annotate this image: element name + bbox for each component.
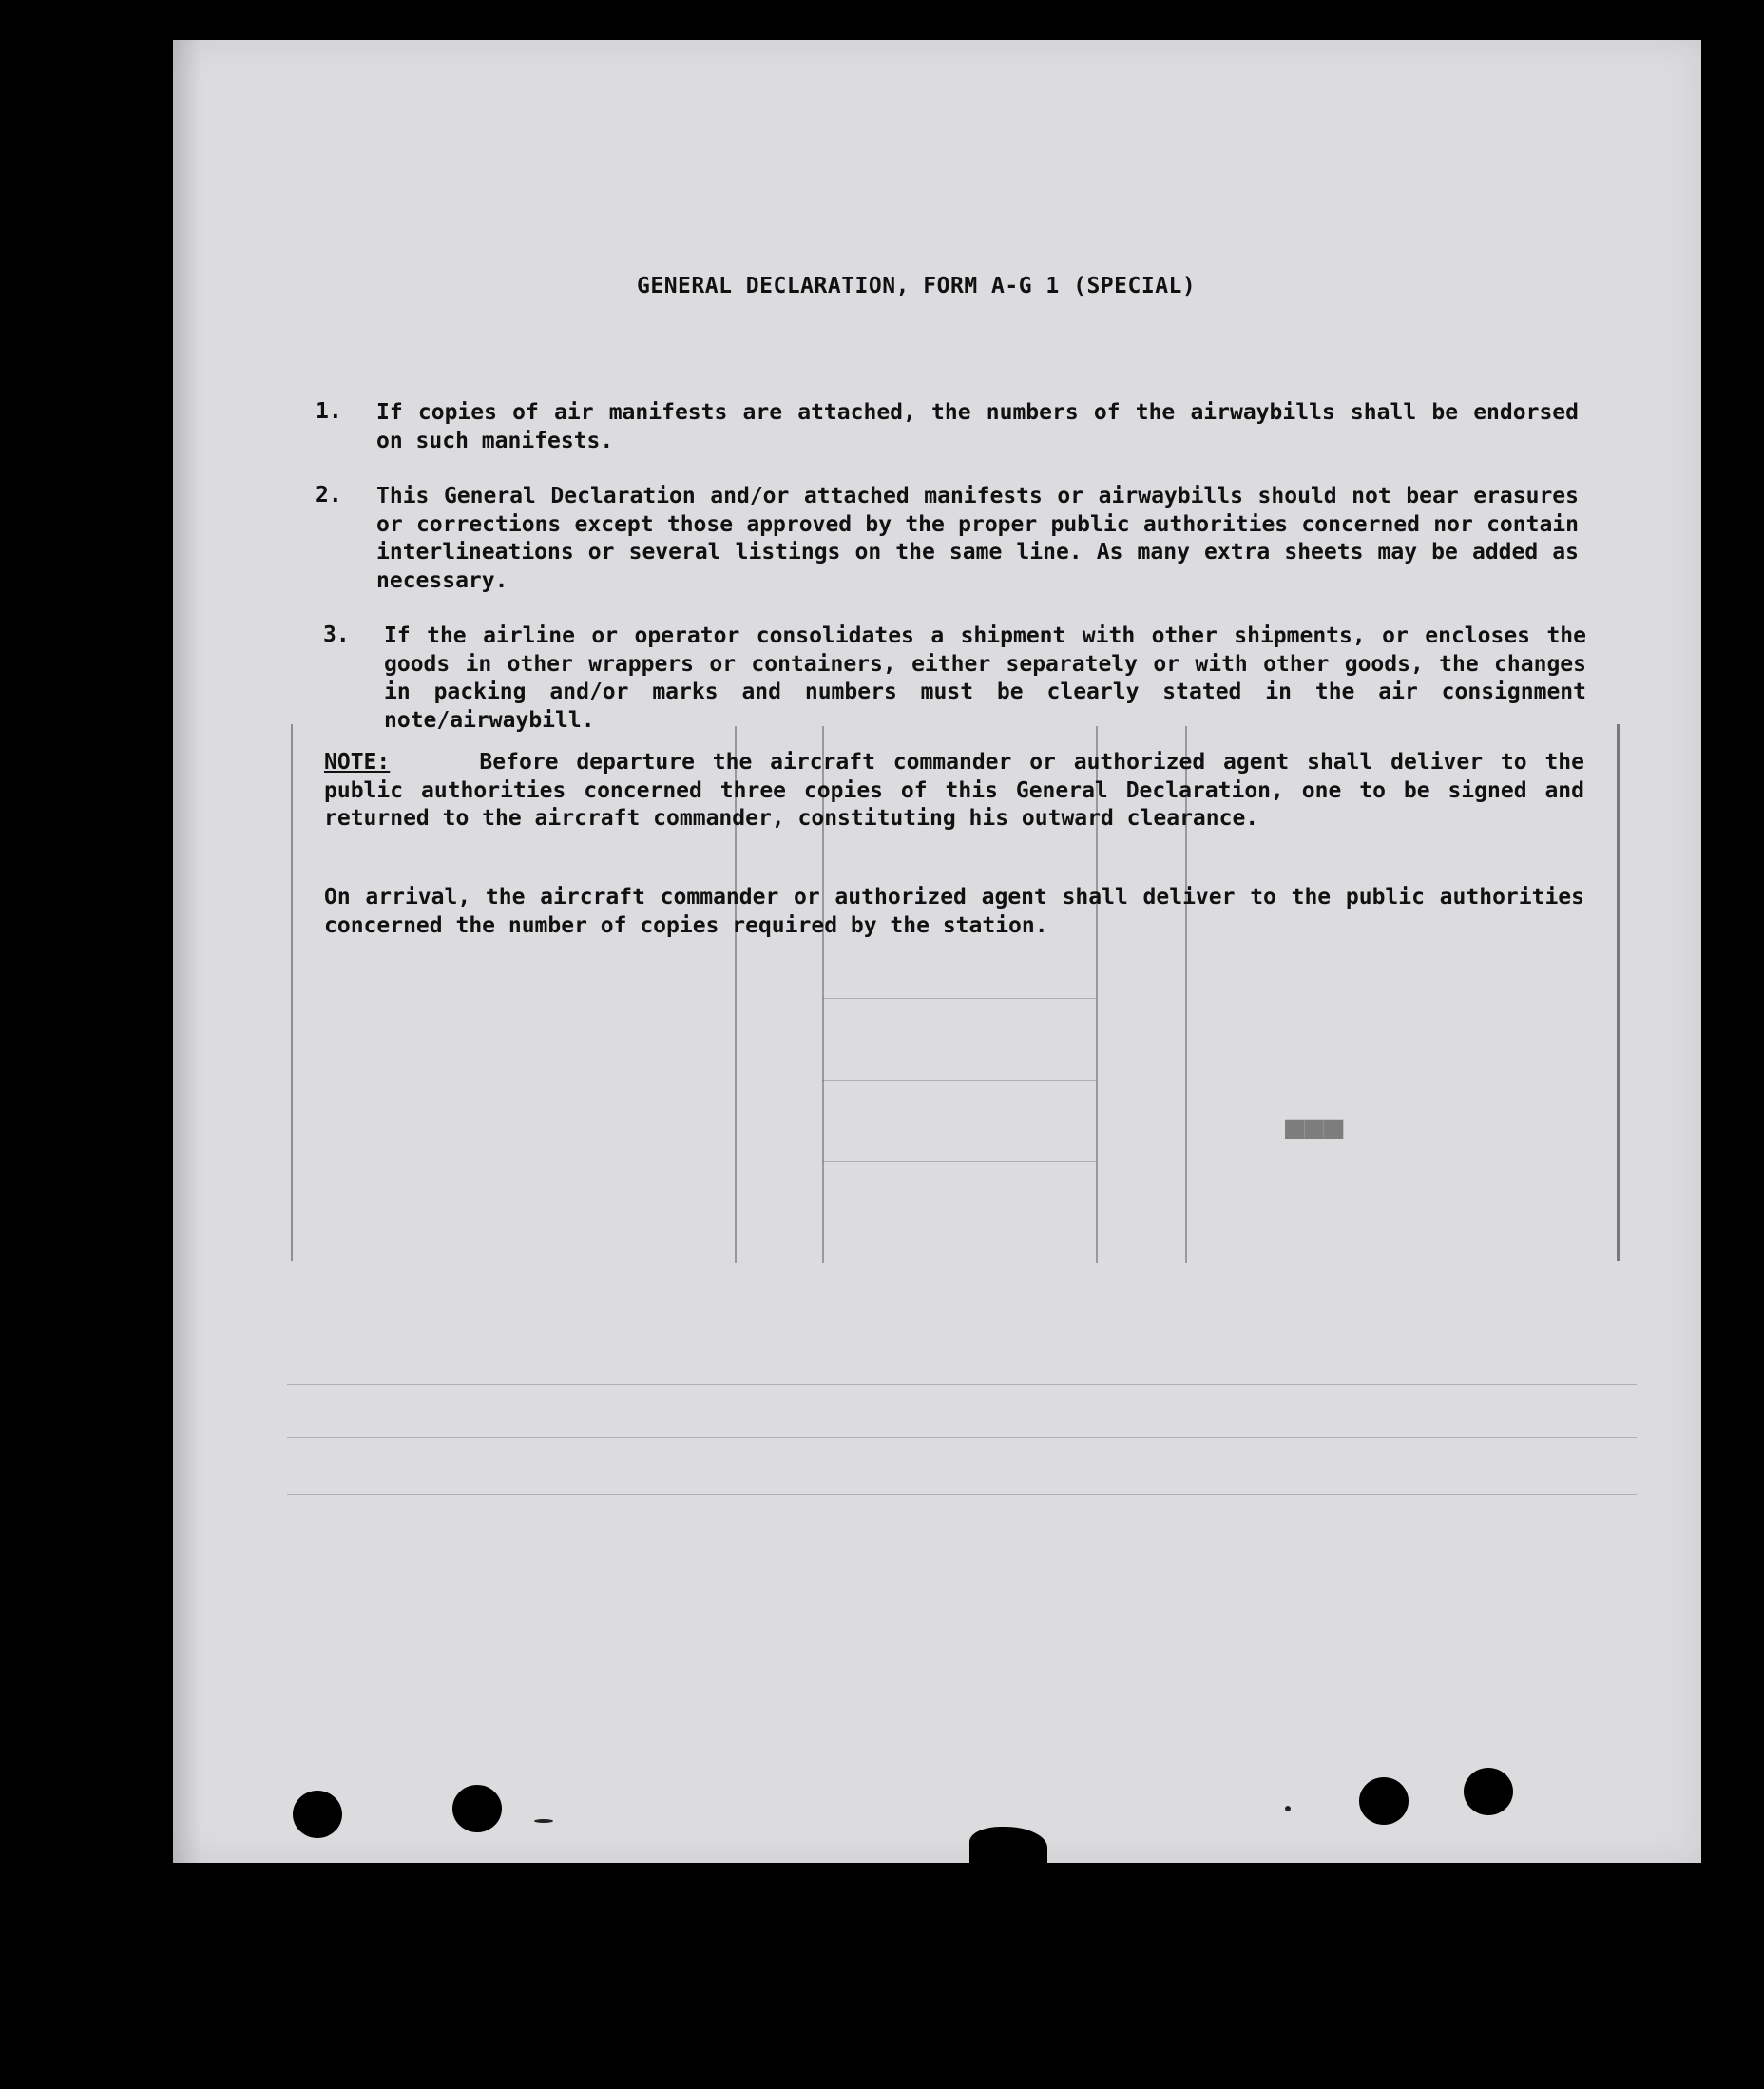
document-page xyxy=(173,40,1701,1863)
punch-hole xyxy=(1464,1768,1513,1815)
instruction-number: 3. xyxy=(323,623,350,647)
torn-edge xyxy=(969,1827,1047,1865)
instruction-number: 2. xyxy=(316,483,342,508)
note-text: Before departure the aircraft commander or authorized agent shall deliver to the public authorities concerned three copies of this General Declaration, one to be signed and returned to the aircraft commander, constituting his outward clearance. xyxy=(324,750,1584,831)
ink-speck xyxy=(1285,1806,1291,1811)
bleed-through-stamp: ■■■ xyxy=(1285,1112,1344,1150)
note-label: NOTE: xyxy=(324,750,391,775)
document-title: GENERAL DECLARATION, FORM A-G 1 (SPECIAL) xyxy=(637,274,1197,298)
ink-speck xyxy=(534,1819,553,1823)
punch-hole xyxy=(452,1785,502,1832)
note-paragraph xyxy=(324,749,1584,834)
instruction-text: If the airline or operator consolidates a shipment with other shipments, or encloses the goods in other wrappers or containers, either separately or with other goods, the changes in packing and/or marks and numbers must be clearly stated in the air consignment note/airwaybill. xyxy=(384,623,1586,733)
instruction-text: If copies of air manifests are attached, the numbers of the airwaybills shall be endorsed on such manifests. xyxy=(376,400,1579,453)
instruction-text: This General Declaration and/or attached manifests or airwaybills should not bear erasures or corrections except those approved by the proper public authorities concerned nor contain interlineations or several listings on the same line. As many extra sheets may be added as necessary. xyxy=(376,484,1579,593)
instruction-number: 1. xyxy=(316,399,342,424)
punch-hole xyxy=(1359,1777,1409,1825)
arrival-paragraph: On arrival, the aircraft commander or authorized agent shall deliver to the public authorities concerned the number of copies required by the station. xyxy=(324,885,1584,938)
punch-hole xyxy=(293,1791,342,1838)
instructions-content xyxy=(173,40,1701,1863)
